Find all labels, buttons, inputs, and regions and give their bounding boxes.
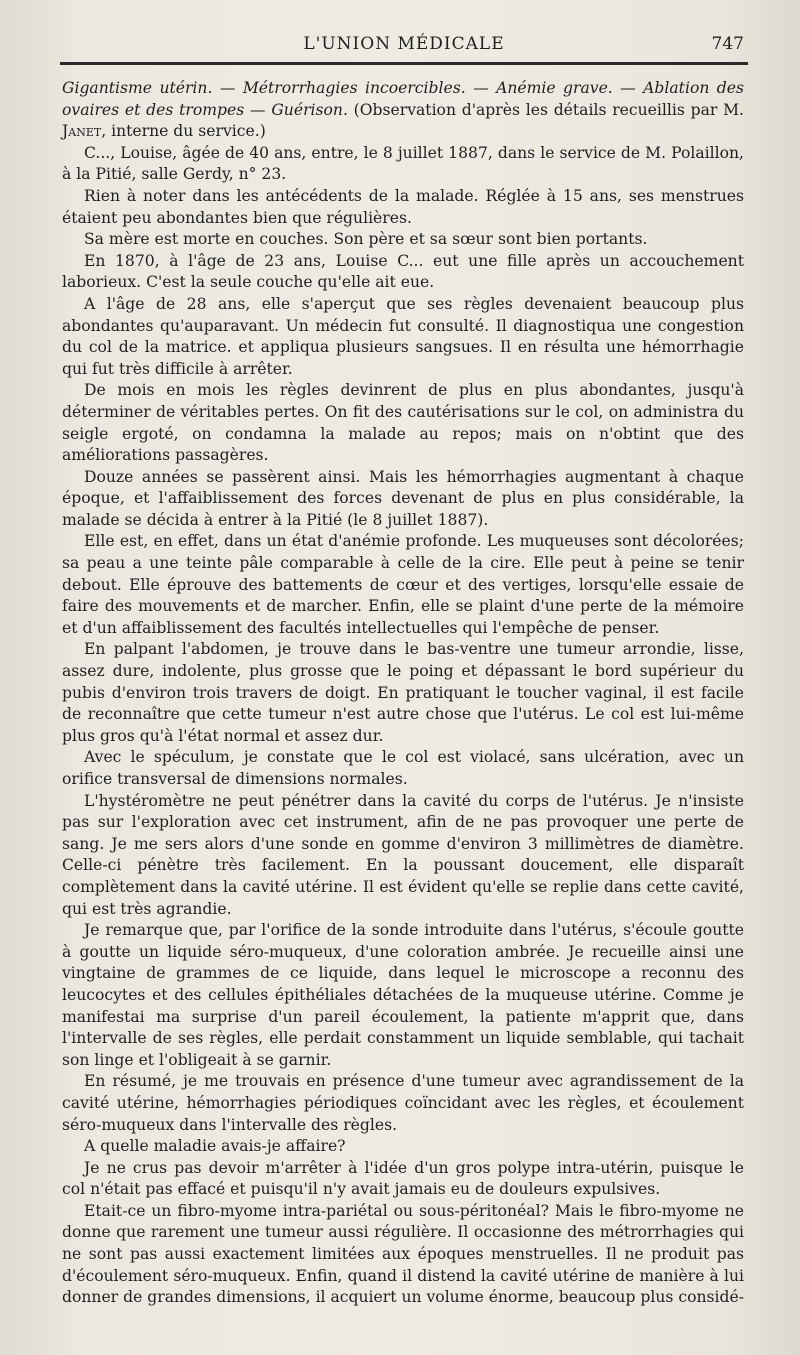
- author-name: Janet: [62, 122, 102, 141]
- paragraph: Etait-ce un fibro-myome intra-pariétal ou sous-péritonéal? Mais le fibro-myome ne donne que rarement une tumeur aussi régulière. Il occasionne des métrorrhagies qui ne sont pas aussi exactement limitées aux époques menstruelles. Il ne produit pas d'écoulement séro-muqueux. Enfin, quand il distend la cavité utérine de manière à lui donner de grandes dimensions, il acquiert un volume énorme, beaucoup plus considé-: [62, 1201, 744, 1307]
- paragraph: En résumé, je me trouvais en présence d'une tumeur avec agrandissement de la cavité utérine, hémorrhagies périodiques coïncidant avec les règles, et écoulement séro-muqueux dans l'intervalle des règles.: [62, 1072, 744, 1134]
- paragraph: Rien à noter dans les antécédents de la malade. Réglée à 15 ans, ses menstrues étaient peu abondantes bien que régulières.: [62, 186, 744, 227]
- paragraph: L'hystéromètre ne peut pénétrer dans la cavité du corps de l'utérus. Je n'insiste pas sur l'exploration avec cet instrument, afin de ne pas provoquer une perte de sang. Je me sers alors d'une sonde en gomme d'environ 3 millimètres de diamètre. Celle-ci pénètre très facilement. En la poussant doucement, elle disparaît complètement dans la cavité utérine. Il est évident qu'elle se replie dans cette cavité, qui est très agrandie.: [62, 791, 744, 918]
- paragraph: Elle est, en effet, dans un état d'anémie profonde. Les muqueuses sont décolorées; sa peau a une teinte pâle comparable à celle de la cire. Elle peut à peine se tenir debout. Elle éprouve des battements de cœur et des vertiges, lorsqu'elle essaie de faire des mouvements et de marcher. Enfin, elle se plaint d'une perte de la mémoire et d'un affaiblissement des facultés intellectuelles qui l'empêche de penser.: [62, 532, 744, 637]
- article-title-end: , interne du service.): [101, 122, 266, 141]
- running-header: [60, 30, 748, 65]
- paragraph: A quelle maladie avais-je affaire?: [84, 1137, 346, 1156]
- paragraph: Sa mère est morte en couches. Son père et sa sœur sont bien portants.: [84, 230, 648, 249]
- paragraph: Je remarque que, par l'orifice de la sonde introduite dans l'utérus, s'écoule goutte à goutte un liquide séro-muqueux, d'une coloration ambrée. Je recueille ainsi une vingtaine de grammes de ce liquide, dans lequel le microscope a reconnu des leucocytes et des cellules épithéliales détachées de la muqueuse utérine. Comme je manifestai ma surprise d'un pareil écoulement, la patiente m'apprit que, dans l'intervalle de ses règles, elle perdait constamment un liquide semblable, qui tachait son linge et l'obligeait à se garnir.: [62, 921, 744, 1069]
- journal-title: L'UNION MÉDICALE: [303, 34, 505, 54]
- paragraph: A l'âge de 28 ans, elle s'aperçut que ses règles devenaient beaucoup plus abondantes qu'auparavant. Un médecin fut consulté. Il diagnostiqua une congestion du col de la matrice. et appliqua plusieurs sangsues. Il en résulta une hémorrhagie qui fut très difficile à arrêter.: [62, 294, 744, 378]
- article-title: [62, 78, 744, 143]
- paragraph: Je ne crus pas devoir m'arrêter à l'idée d'un gros polype intra-utérin, puisque le col n'était pas effacé et puisqu'il n'y avait jamais eu de douleurs expulsives.: [62, 1158, 744, 1199]
- article-body: [62, 78, 744, 1309]
- page-number: 747: [711, 34, 744, 54]
- article-title-rest: (Observation d'après les détails recueillis par M.: [347, 100, 744, 119]
- paragraph: En 1870, à l'âge de 23 ans, Louise C... eut une fille après un accouchement laborieux. C'est la seule couche qu'elle ait eue.: [62, 251, 744, 292]
- paragraph: De mois en mois les règles devinrent de plus en plus abondantes, jusqu'à déterminer de véritables pertes. On fit des cautérisations sur le col, on administra du seigle ergoté, on condamna la malade au repos; mais on n'obtint que des améliorations passagères.: [62, 381, 744, 465]
- paragraph: C..., Louise, âgée de 40 ans, entre, le 8 juillet 1887, dans le service de M. Polaillon, à la Pitié, salle Gerdy, n° 23.: [62, 143, 744, 184]
- paragraph: Douze années se passèrent ainsi. Mais les hémorrhagies augmentant à chaque époque, et l'affaiblissement des forces devenant de plus en plus considérable, la malade se décida à entrer à la Pitié (le 8 juillet 1887).: [62, 467, 744, 529]
- paragraph: Avec le spéculum, je constate que le col est violacé, sans ulcération, avec un orifice transversal de dimensions normales.: [62, 748, 744, 788]
- article-title-italic: Gigantisme utérin. — Métrorrhagies incoercibles. — Anémie grave. — Ablation des ovaires et des trompes — Guérison.: [62, 79, 744, 119]
- paragraph: En palpant l'abdomen, je trouve dans le bas-ventre une tumeur arrondie, lisse, assez dure, indolente, plus grosse que le poing et dépassant le bord supérieur du pubis d'environ trois travers de doigt. En pratiquant le toucher vaginal, il est facile de reconnaître que cette tumeur n'est autre chose que l'utérus. Le col est lui-même plus gros qu'à l'état normal et assez dur.: [62, 640, 744, 745]
